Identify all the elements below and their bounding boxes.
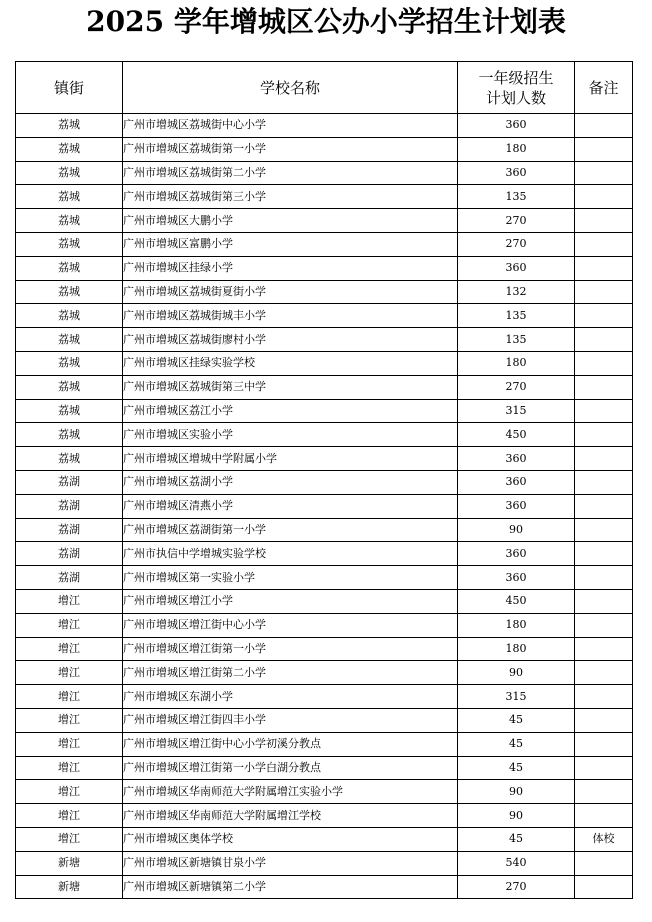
town-cell: 荔湖 — [16, 494, 123, 518]
town-cell: 荔城 — [16, 447, 123, 471]
enrollment-count-cell: 45 — [458, 756, 575, 780]
enrollment-count-cell: 270 — [458, 875, 575, 899]
table-row — [16, 328, 633, 352]
town-cell: 荔城 — [16, 375, 123, 399]
document-title: 2025 学年增城区公办小学招生计划表 — [86, 5, 566, 38]
enrollment-count-cell: 540 — [458, 851, 575, 875]
header-town: 镇街 — [16, 62, 123, 114]
school-name-cell: 广州市增城区清燕小学 — [123, 494, 458, 518]
table-row — [16, 589, 633, 613]
note-cell — [575, 613, 633, 637]
town-cell: 增江 — [16, 780, 123, 804]
town-cell: 增江 — [16, 708, 123, 732]
table-row — [16, 780, 633, 804]
enrollment-count-cell: 135 — [458, 185, 575, 209]
note-cell — [575, 137, 633, 161]
town-cell: 荔城 — [16, 304, 123, 328]
school-name-cell: 广州市增城区荔城街中心小学 — [123, 114, 458, 138]
table-row — [16, 161, 633, 185]
note-cell — [575, 232, 633, 256]
table-row — [16, 375, 633, 399]
header-school-name: 学校名称 — [123, 62, 458, 114]
table-row — [16, 851, 633, 875]
note-cell — [575, 685, 633, 709]
note-cell — [575, 470, 633, 494]
town-cell: 增江 — [16, 661, 123, 685]
enrollment-count-cell: 360 — [458, 470, 575, 494]
enrollment-count-cell: 180 — [458, 351, 575, 375]
school-name-cell: 广州市增城区荔城街城丰小学 — [123, 304, 458, 328]
enrollment-count-cell: 90 — [458, 780, 575, 804]
school-name-cell: 广州市增城区奥体学校 — [123, 827, 458, 851]
school-name-cell: 广州市增城区挂绿实验学校 — [123, 351, 458, 375]
enrollment-count-cell: 180 — [458, 137, 575, 161]
enrollment-plan-table — [15, 61, 633, 899]
note-cell — [575, 732, 633, 756]
note-cell — [575, 851, 633, 875]
note-cell — [575, 756, 633, 780]
town-cell: 荔城 — [16, 161, 123, 185]
school-name-cell: 广州市增城区增江小学 — [123, 589, 458, 613]
town-cell: 荔城 — [16, 209, 123, 233]
town-cell: 增江 — [16, 827, 123, 851]
note-cell — [575, 256, 633, 280]
table-row — [16, 494, 633, 518]
table-header-row — [16, 62, 633, 114]
note-cell — [575, 351, 633, 375]
table-row — [16, 351, 633, 375]
table-row — [16, 732, 633, 756]
school-name-cell: 广州市增城区荔城街第一小学 — [123, 137, 458, 161]
town-cell: 荔城 — [16, 351, 123, 375]
note-cell — [575, 804, 633, 828]
town-cell: 荔城 — [16, 423, 123, 447]
table-row — [16, 114, 633, 138]
note-cell — [575, 399, 633, 423]
enrollment-count-cell: 450 — [458, 423, 575, 447]
enrollment-count-cell: 270 — [458, 232, 575, 256]
table-row — [16, 304, 633, 328]
school-name-cell: 广州市增城区增江街中心小学 — [123, 613, 458, 637]
town-cell: 荔城 — [16, 114, 123, 138]
school-name-cell: 广州市增城区增江街第二小学 — [123, 661, 458, 685]
enrollment-count-cell: 45 — [458, 708, 575, 732]
table-row — [16, 137, 633, 161]
enrollment-count-cell: 270 — [458, 375, 575, 399]
school-name-cell: 广州市增城区第一实验小学 — [123, 566, 458, 590]
enrollment-count-cell: 180 — [458, 613, 575, 637]
table-row — [16, 423, 633, 447]
note-cell — [575, 637, 633, 661]
enrollment-count-cell: 45 — [458, 827, 575, 851]
school-name-cell: 广州市增城区增城中学附属小学 — [123, 447, 458, 471]
school-name-cell: 广州市增城区增江街四丰小学 — [123, 708, 458, 732]
note-cell — [575, 161, 633, 185]
school-name-cell: 广州市增城区增江街第一小学白湖分教点 — [123, 756, 458, 780]
note-cell — [575, 661, 633, 685]
town-cell: 新塘 — [16, 875, 123, 899]
enrollment-count-cell: 180 — [458, 637, 575, 661]
header-enrollment-count — [458, 62, 575, 114]
note-cell — [575, 447, 633, 471]
school-name-cell: 广州市增城区华南师范大学附属增江实验小学 — [123, 780, 458, 804]
town-cell: 荔城 — [16, 399, 123, 423]
table-row — [16, 209, 633, 233]
table-row — [16, 256, 633, 280]
note-cell — [575, 185, 633, 209]
header-count-line2: 计划人数 — [485, 88, 546, 107]
school-name-cell: 广州市增城区荔城街第二小学 — [123, 161, 458, 185]
note-cell — [575, 375, 633, 399]
table-row — [16, 280, 633, 304]
table-body — [16, 114, 633, 899]
table-row — [16, 804, 633, 828]
table-row — [16, 470, 633, 494]
school-name-cell: 广州市增城区荔湖街第一小学 — [123, 518, 458, 542]
enrollment-count-cell: 270 — [458, 209, 575, 233]
enrollment-count-cell: 132 — [458, 280, 575, 304]
enrollment-count-cell: 135 — [458, 328, 575, 352]
enrollment-count-cell: 315 — [458, 685, 575, 709]
note-cell — [575, 209, 633, 233]
town-cell: 增江 — [16, 637, 123, 661]
table-row — [16, 685, 633, 709]
header-note: 备注 — [575, 62, 633, 114]
enrollment-count-cell: 135 — [458, 304, 575, 328]
table-row — [16, 185, 633, 209]
table-row — [16, 875, 633, 899]
enrollment-count-cell: 360 — [458, 447, 575, 471]
note-cell — [575, 328, 633, 352]
table-row — [16, 708, 633, 732]
note-cell — [575, 708, 633, 732]
school-name-cell: 广州市增城区新塘镇第二小学 — [123, 875, 458, 899]
school-name-cell: 广州市增城区荔城街第三小学 — [123, 185, 458, 209]
town-cell: 荔城 — [16, 256, 123, 280]
school-name-cell: 广州市增城区荔江小学 — [123, 399, 458, 423]
note-cell — [575, 780, 633, 804]
enrollment-count-cell: 360 — [458, 256, 575, 280]
town-cell: 增江 — [16, 732, 123, 756]
town-cell: 增江 — [16, 756, 123, 780]
school-name-cell: 广州市执信中学增城实验学校 — [123, 542, 458, 566]
school-name-cell: 广州市增城区荔城街廖村小学 — [123, 328, 458, 352]
table-row — [16, 447, 633, 471]
table-row — [16, 518, 633, 542]
school-name-cell: 广州市增城区华南师范大学附属增江学校 — [123, 804, 458, 828]
note-cell — [575, 423, 633, 447]
town-cell: 荔湖 — [16, 518, 123, 542]
table-row — [16, 566, 633, 590]
enrollment-count-cell: 360 — [458, 161, 575, 185]
note-cell — [575, 542, 633, 566]
table-row — [16, 827, 633, 851]
note-cell — [575, 494, 633, 518]
school-name-cell: 广州市增城区大鹏小学 — [123, 209, 458, 233]
school-name-cell: 广州市增城区增江街第一小学 — [123, 637, 458, 661]
town-cell: 荔城 — [16, 328, 123, 352]
town-cell: 荔城 — [16, 137, 123, 161]
town-cell: 新塘 — [16, 851, 123, 875]
enrollment-count-cell: 90 — [458, 804, 575, 828]
note-cell — [575, 280, 633, 304]
school-name-cell: 广州市增城区东湖小学 — [123, 685, 458, 709]
enrollment-count-cell: 90 — [458, 661, 575, 685]
header-count-line1: 一年级招生 — [478, 68, 554, 87]
enrollment-count-cell: 45 — [458, 732, 575, 756]
note-cell — [575, 875, 633, 899]
note-cell — [575, 566, 633, 590]
school-name-cell: 广州市增城区新塘镇甘泉小学 — [123, 851, 458, 875]
table-row — [16, 232, 633, 256]
enrollment-count-cell: 360 — [458, 494, 575, 518]
town-cell: 增江 — [16, 685, 123, 709]
school-name-cell: 广州市增城区富鹏小学 — [123, 232, 458, 256]
enrollment-count-cell: 450 — [458, 589, 575, 613]
note-cell — [575, 518, 633, 542]
school-name-cell: 广州市增城区荔城街第三中学 — [123, 375, 458, 399]
note-cell: 体校 — [575, 827, 633, 851]
town-cell: 增江 — [16, 804, 123, 828]
enrollment-count-cell: 90 — [458, 518, 575, 542]
town-cell: 荔湖 — [16, 470, 123, 494]
table-row — [16, 399, 633, 423]
school-name-cell: 广州市增城区增江街中心小学初溪分教点 — [123, 732, 458, 756]
table-row — [16, 542, 633, 566]
table-row — [16, 661, 633, 685]
town-cell: 荔城 — [16, 185, 123, 209]
enrollment-count-cell: 360 — [458, 566, 575, 590]
table-row — [16, 613, 633, 637]
note-cell — [575, 114, 633, 138]
enrollment-count-cell: 360 — [458, 114, 575, 138]
enrollment-count-cell: 360 — [458, 542, 575, 566]
town-cell: 荔城 — [16, 232, 123, 256]
note-cell — [575, 589, 633, 613]
enrollment-count-cell: 315 — [458, 399, 575, 423]
school-name-cell: 广州市增城区荔城街夏街小学 — [123, 280, 458, 304]
town-cell: 荔湖 — [16, 542, 123, 566]
school-name-cell: 广州市增城区荔湖小学 — [123, 470, 458, 494]
town-cell: 荔城 — [16, 280, 123, 304]
note-cell — [575, 304, 633, 328]
town-cell: 荔湖 — [16, 566, 123, 590]
table-row — [16, 756, 633, 780]
town-cell: 增江 — [16, 613, 123, 637]
town-cell: 增江 — [16, 589, 123, 613]
school-name-cell: 广州市增城区挂绿小学 — [123, 256, 458, 280]
table-row — [16, 637, 633, 661]
school-name-cell: 广州市增城区实验小学 — [123, 423, 458, 447]
